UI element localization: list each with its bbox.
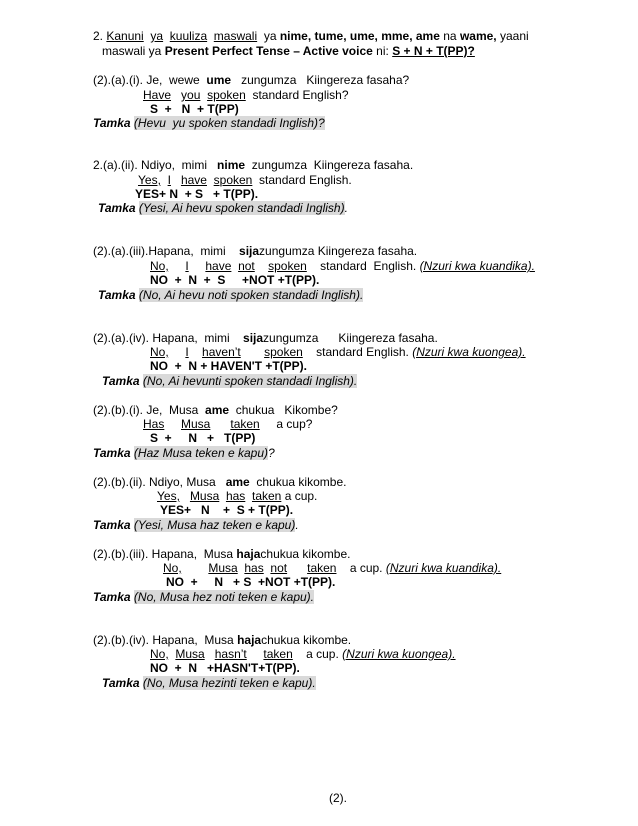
formula: NO + N + S +NOT +T(PP).: [150, 273, 320, 287]
english-sentence: Has Musa taken a cup?: [143, 417, 313, 431]
formula: NO + N + HAVEN'T +T(PP).: [150, 359, 307, 373]
english-sentence: No, Musa hasn’t taken a cup. (Nzuri kwa kuongea).: [150, 647, 456, 661]
swahili-sentence: (2).(a).(i). Je, wewe ume zungumza Kiingereza fasaha?: [93, 73, 410, 87]
swahili-sentence: (2).(b).(iii). Hapana, Musa hajachukua kikombe.: [93, 547, 351, 561]
pronunciation-line: Tamka (No, Ai hevu noti spoken standadi Inglish).: [98, 288, 364, 302]
pronunciation-line: Tamka (Yesi, Musa haz teken e kapu).: [93, 518, 299, 532]
formula: NO + N +HASN'T+T(PP).: [150, 661, 300, 675]
formula: S + N + T(PP): [150, 102, 239, 116]
formula: NO + N + S +NOT +T(PP).: [166, 575, 336, 589]
english-sentence: No, Musa has not taken a cup. (Nzuri kwa kuandika).: [163, 561, 502, 575]
pronunciation-line: Tamka (No, Ai hevunti spoken standadi Inglish).: [102, 374, 358, 388]
swahili-sentence: (2).(b).(i). Je, Musa ame chukua Kikombe?: [93, 403, 338, 417]
rule-heading-line-1: 2. Kanuni ya kuuliza maswali ya nime, tume, ume, mme, ame na wame, yaani: [93, 29, 529, 43]
english-sentence: No, I have not spoken standard English. (Nzuri kwa kuandika).: [150, 259, 535, 273]
swahili-sentence: (2).(a).(iv). Hapana, mimi sijazungumza Kiingereza fasaha.: [93, 331, 438, 345]
formula: YES+ N + S + T(PP).: [160, 503, 294, 517]
english-sentence: No, I haven’t spoken standard English. (Nzuri kwa kuongea).: [150, 345, 526, 359]
rule-heading-line-2: maswali ya Present Perfect Tense – Active voice ni: S + N + T(PP)?: [102, 44, 475, 58]
english-sentence: Yes, Musa has taken a cup.: [157, 489, 318, 503]
formula: S + N + T(PP): [150, 431, 256, 445]
pronunciation-line: Tamka (No, Musa hezinti teken e kapu).: [102, 676, 316, 690]
english-sentence: Have you spoken standard English?: [143, 88, 349, 102]
page-number: (2).: [329, 791, 347, 805]
formula: YES+ N + S + T(PP).: [135, 187, 259, 201]
english-sentence: Yes, I have spoken standard English.: [138, 173, 352, 187]
swahili-sentence: (2).(b).(iv). Hapana, Musa hajachukua kikombe.: [93, 633, 352, 647]
pronunciation-line: Tamka (Haz Musa teken e kapu)?: [93, 446, 275, 460]
swahili-sentence: (2).(b).(ii). Ndiyo, Musa ame chukua kikombe.: [93, 475, 347, 489]
pronunciation-line: Tamka (Yesi, Ai hevu spoken standadi Inglish).: [98, 201, 348, 215]
swahili-sentence: (2).(a).(iii).Hapana, mimi sijazungumza Kiingereza fasaha.: [93, 244, 418, 258]
pronunciation-line: Tamka (No, Musa hez noti teken e kapu).: [93, 590, 315, 604]
pronunciation-line: Tamka (Hevu yu spoken standadi Inglish)?: [93, 116, 325, 130]
swahili-sentence: 2.(a).(ii). Ndiyo, mimi nime zungumza Kiingereza fasaha.: [93, 158, 414, 172]
